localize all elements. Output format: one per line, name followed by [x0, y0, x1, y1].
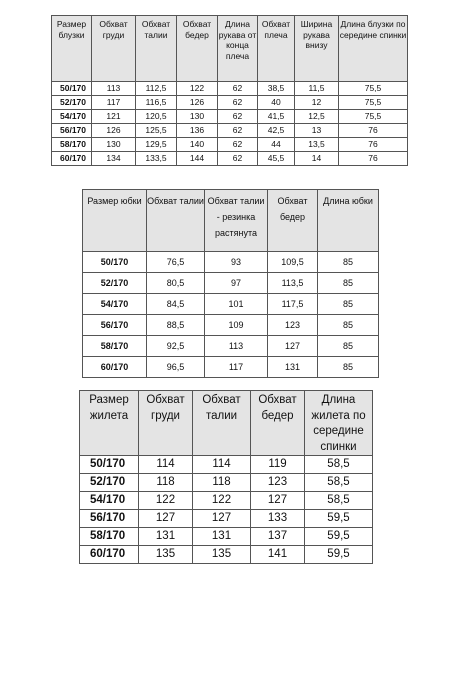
measurement-cell: 109,5: [268, 252, 318, 273]
size-cell: 58/170: [52, 138, 92, 152]
table-row: [52, 82, 408, 96]
size-cell: 60/170: [83, 357, 147, 378]
measurement-cell: 76: [339, 124, 408, 138]
measurement-cell: 62: [218, 82, 258, 96]
vest-size-table: [79, 390, 373, 564]
header-cell: Длина блузки по середине спинки: [339, 16, 408, 82]
measurement-cell: 13,5: [295, 138, 339, 152]
measurement-cell: 92,5: [147, 336, 205, 357]
measurement-cell: 122: [177, 82, 218, 96]
measurement-cell: 85: [318, 336, 379, 357]
measurement-cell: 131: [193, 528, 251, 546]
measurement-cell: 76: [339, 138, 408, 152]
measurement-cell: 62: [218, 138, 258, 152]
size-cell: 50/170: [52, 82, 92, 96]
measurement-cell: 13: [295, 124, 339, 138]
header-cell: Обхват бедер: [251, 391, 305, 456]
measurement-cell: 45,5: [258, 152, 295, 166]
measurement-cell: 85: [318, 357, 379, 378]
measurement-cell: 96,5: [147, 357, 205, 378]
measurement-cell: 127: [193, 510, 251, 528]
header-cell: Длина юбки: [318, 190, 379, 252]
measurement-cell: 59,5: [305, 510, 373, 528]
measurement-cell: 117: [92, 96, 136, 110]
measurement-cell: 76,5: [147, 252, 205, 273]
measurement-cell: 97: [205, 273, 268, 294]
measurement-cell: 140: [177, 138, 218, 152]
measurement-cell: 62: [218, 152, 258, 166]
measurement-cell: 137: [251, 528, 305, 546]
header-row: [80, 391, 373, 456]
measurement-cell: 144: [177, 152, 218, 166]
table-row: [83, 273, 379, 294]
table-row: [83, 294, 379, 315]
measurement-cell: 129,5: [136, 138, 177, 152]
measurement-cell: 114: [193, 456, 251, 474]
size-cell: 54/170: [80, 492, 139, 510]
measurement-cell: 75,5: [339, 96, 408, 110]
table-row: [80, 546, 373, 564]
measurement-cell: 119: [251, 456, 305, 474]
header-cell: Обхват талии - резинка растянута: [205, 190, 268, 252]
measurement-cell: 127: [139, 510, 193, 528]
measurement-cell: 123: [251, 474, 305, 492]
header-cell: Обхват груди: [139, 391, 193, 456]
measurement-cell: 121: [92, 110, 136, 124]
size-cell: 56/170: [52, 124, 92, 138]
size-cell: 58/170: [83, 336, 147, 357]
header-cell: Длина рукава от конца плеча: [218, 16, 258, 82]
table-body: [83, 252, 379, 378]
measurement-cell: 136: [177, 124, 218, 138]
table-row: [80, 528, 373, 546]
measurement-cell: 38,5: [258, 82, 295, 96]
header-cell: Размер жилета: [80, 391, 139, 456]
header-cell: Размер блузки: [52, 16, 92, 82]
header-row: [52, 16, 408, 82]
measurement-cell: 80,5: [147, 273, 205, 294]
table-row: [80, 492, 373, 510]
measurement-cell: 75,5: [339, 110, 408, 124]
size-cell: 52/170: [52, 96, 92, 110]
measurement-cell: 120,5: [136, 110, 177, 124]
measurement-cell: 131: [139, 528, 193, 546]
table-row: [52, 124, 408, 138]
size-cell: 54/170: [83, 294, 147, 315]
measurement-cell: 75,5: [339, 82, 408, 96]
measurement-cell: 12: [295, 96, 339, 110]
blouse-size-table: [51, 15, 408, 166]
measurement-cell: 118: [139, 474, 193, 492]
size-cell: 50/170: [80, 456, 139, 474]
measurement-cell: 59,5: [305, 528, 373, 546]
measurement-cell: 131: [268, 357, 318, 378]
measurement-cell: 84,5: [147, 294, 205, 315]
size-cell: 52/170: [83, 273, 147, 294]
header-cell: Обхват бедер: [268, 190, 318, 252]
table-row: [83, 336, 379, 357]
size-cell: 50/170: [83, 252, 147, 273]
measurement-cell: 126: [92, 124, 136, 138]
measurement-cell: 14: [295, 152, 339, 166]
measurement-cell: 130: [177, 110, 218, 124]
measurement-cell: 58,5: [305, 456, 373, 474]
measurement-cell: 44: [258, 138, 295, 152]
size-cell: 60/170: [80, 546, 139, 564]
measurement-cell: 12,5: [295, 110, 339, 124]
measurement-cell: 76: [339, 152, 408, 166]
measurement-cell: 134: [92, 152, 136, 166]
table-row: [83, 315, 379, 336]
size-cell: 52/170: [80, 474, 139, 492]
measurement-cell: 135: [139, 546, 193, 564]
measurement-cell: 125,5: [136, 124, 177, 138]
table-row: [52, 96, 408, 110]
table-row: [83, 357, 379, 378]
measurement-cell: 113,5: [268, 273, 318, 294]
measurement-cell: 93: [205, 252, 268, 273]
header-cell: Длина жилета по середине спинки: [305, 391, 373, 456]
size-cell: 56/170: [83, 315, 147, 336]
table-row: [80, 474, 373, 492]
measurement-cell: 130: [92, 138, 136, 152]
measurement-cell: 109: [205, 315, 268, 336]
skirt-size-table: [82, 189, 379, 378]
measurement-cell: 85: [318, 273, 379, 294]
measurement-cell: 58,5: [305, 492, 373, 510]
header-cell: Обхват талии: [147, 190, 205, 252]
header-cell: Обхват груди: [92, 16, 136, 82]
measurement-cell: 113: [205, 336, 268, 357]
measurement-cell: 141: [251, 546, 305, 564]
measurement-cell: 135: [193, 546, 251, 564]
size-cell: 56/170: [80, 510, 139, 528]
table-row: [80, 456, 373, 474]
measurement-cell: 58,5: [305, 474, 373, 492]
measurement-cell: 133: [251, 510, 305, 528]
measurement-cell: 122: [139, 492, 193, 510]
measurement-cell: 117,5: [268, 294, 318, 315]
measurement-cell: 11,5: [295, 82, 339, 96]
measurement-cell: 85: [318, 252, 379, 273]
measurement-cell: 62: [218, 124, 258, 138]
measurement-cell: 126: [177, 96, 218, 110]
measurement-cell: 41,5: [258, 110, 295, 124]
table-body: [52, 82, 408, 166]
table-row: [80, 510, 373, 528]
measurement-cell: 42,5: [258, 124, 295, 138]
measurement-cell: 127: [251, 492, 305, 510]
header-cell: Размер юбки: [83, 190, 147, 252]
header-cell: Обхват талии: [193, 391, 251, 456]
measurement-cell: 112,5: [136, 82, 177, 96]
size-cell: 54/170: [52, 110, 92, 124]
header-cell: Обхват бедер: [177, 16, 218, 82]
measurement-cell: 117: [205, 357, 268, 378]
measurement-cell: 62: [218, 96, 258, 110]
measurement-cell: 127: [268, 336, 318, 357]
measurement-cell: 113: [92, 82, 136, 96]
measurement-cell: 133,5: [136, 152, 177, 166]
measurement-cell: 88,5: [147, 315, 205, 336]
measurement-cell: 116,5: [136, 96, 177, 110]
measurement-cell: 62: [218, 110, 258, 124]
measurement-cell: 59,5: [305, 546, 373, 564]
measurement-cell: 101: [205, 294, 268, 315]
measurement-cell: 85: [318, 315, 379, 336]
measurement-cell: 40: [258, 96, 295, 110]
table-body: [80, 456, 373, 564]
table-row: [52, 110, 408, 124]
table-row: [52, 152, 408, 166]
header-cell: Обхват плеча: [258, 16, 295, 82]
table-row: [52, 138, 408, 152]
measurement-cell: 123: [268, 315, 318, 336]
size-cell: 58/170: [80, 528, 139, 546]
measurement-cell: 85: [318, 294, 379, 315]
size-cell: 60/170: [52, 152, 92, 166]
measurement-cell: 122: [193, 492, 251, 510]
measurement-cell: 114: [139, 456, 193, 474]
header-row: [83, 190, 379, 252]
measurement-cell: 118: [193, 474, 251, 492]
table-row: [83, 252, 379, 273]
header-cell: Ширина рукава внизу: [295, 16, 339, 82]
header-cell: Обхват талии: [136, 16, 177, 82]
